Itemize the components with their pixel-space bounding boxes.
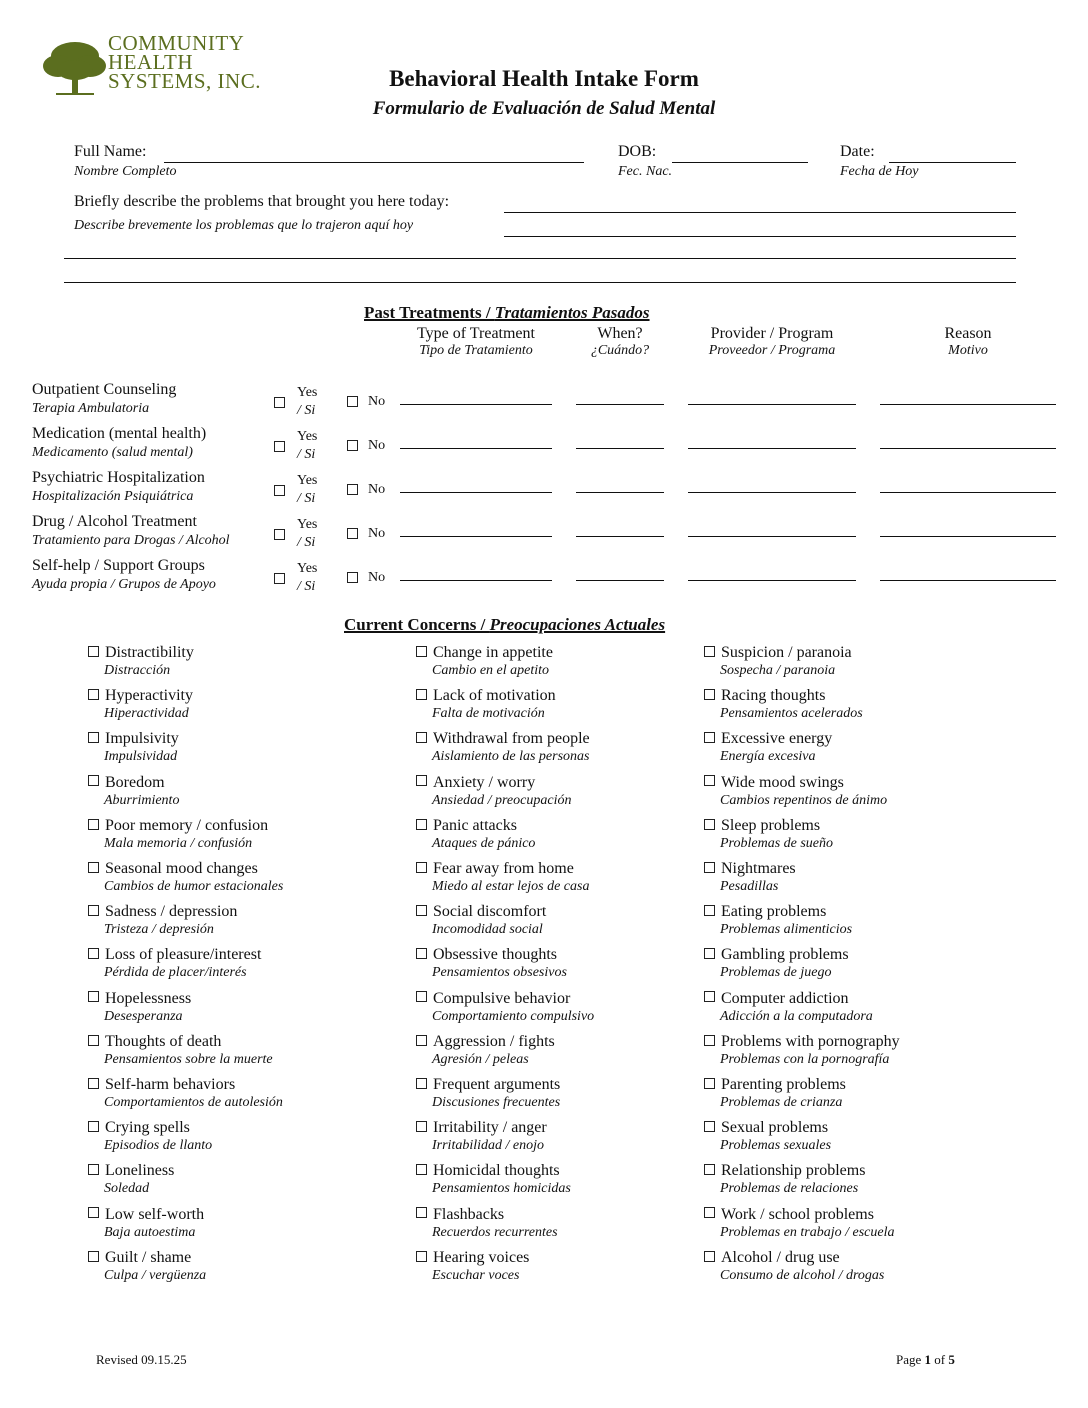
no-checkbox[interactable] <box>347 528 358 539</box>
concern-checkbox[interactable] <box>88 689 99 700</box>
no-checkbox[interactable] <box>347 484 358 495</box>
concern-checkbox[interactable] <box>88 646 99 657</box>
concern-checkbox[interactable] <box>416 991 427 1002</box>
treatment-label: Outpatient Counseling <box>32 381 177 398</box>
concern-item <box>416 1118 547 1155</box>
provider-input[interactable] <box>688 492 856 493</box>
concern-item <box>88 729 179 766</box>
concern-checkbox[interactable] <box>704 948 715 959</box>
reason-input[interactable] <box>880 404 1056 405</box>
concern-checkbox[interactable] <box>88 862 99 873</box>
type-of-treatment-input[interactable] <box>400 448 552 449</box>
concern-sublabel: Recuerdos recurrentes <box>432 1224 558 1240</box>
concern-checkbox[interactable] <box>704 689 715 700</box>
treatment-row-psychiatric-hospitalization: Psychiatric Hospitalization Hospitalización Psiquiátrica Yes / Si No <box>32 468 1072 512</box>
treatment-label: Self-help / Support Groups <box>32 557 205 574</box>
concern-sublabel: Pensamientos sobre la muerte <box>104 1051 273 1067</box>
concern-label: Nightmares <box>721 860 796 877</box>
concern-sublabel: Pensamientos acelerados <box>720 706 863 722</box>
concern-checkbox[interactable] <box>704 862 715 873</box>
concern-sublabel: Problemas en trabajo / escuela <box>720 1224 895 1240</box>
concern-checkbox[interactable] <box>416 948 427 959</box>
concern-sublabel: Episodios de llanto <box>104 1138 213 1154</box>
concern-checkbox[interactable] <box>416 732 427 743</box>
concern-checkbox[interactable] <box>416 775 427 786</box>
col-provider-program: Provider / Program Proveedor / Programa <box>708 325 836 358</box>
concern-sublabel: Distracción <box>104 663 171 678</box>
concern-checkbox[interactable] <box>88 1078 99 1089</box>
concern-checkbox[interactable] <box>88 1164 99 1175</box>
treatment-row-self-help: Self-help / Support Groups Ayuda propia / Grupos de Apoyo Yes / Si No <box>32 556 1072 600</box>
concern-checkbox[interactable] <box>416 1121 427 1132</box>
concern-checkbox[interactable] <box>88 1121 99 1132</box>
concern-item <box>704 989 873 1026</box>
concern-checkbox[interactable] <box>88 948 99 959</box>
concern-checkbox[interactable] <box>88 1251 99 1262</box>
concern-checkbox[interactable] <box>88 1035 99 1046</box>
concern-sublabel: Mala memoria / confusión <box>104 835 253 851</box>
reason-input[interactable] <box>880 536 1056 537</box>
provider-input[interactable] <box>688 448 856 449</box>
concern-item <box>416 1032 555 1069</box>
concern-label: Gambling problems <box>721 946 849 964</box>
concern-checkbox[interactable] <box>704 905 715 916</box>
concern-sublabel: Baja autoestima <box>104 1224 196 1240</box>
concern-label: Hearing voices <box>433 1248 530 1266</box>
concern-checkbox[interactable] <box>704 991 715 1002</box>
treatment-sublabel: Ayuda propia / Grupos de Apoyo <box>32 577 216 592</box>
concern-sublabel: Agresión / peleas <box>432 1051 529 1067</box>
problems-input-line-3[interactable] <box>64 244 1016 259</box>
concern-item <box>88 1248 206 1285</box>
concern-item <box>704 902 852 939</box>
dob-label: DOB: <box>618 143 657 160</box>
concern-checkbox[interactable] <box>704 1078 715 1089</box>
form-subtitle: Formulario de Evaluación de Salud Mental <box>372 98 716 119</box>
concern-label: Problems with pornography <box>721 1032 900 1050</box>
concern-label: Excessive energy <box>721 730 833 748</box>
concern-label: Loss of pleasure/interest <box>105 946 262 964</box>
treatment-label: Medication (mental health) <box>32 425 207 442</box>
concern-sublabel: Adicción a la computadora <box>720 1008 873 1024</box>
concern-item <box>416 859 589 896</box>
treatment-sublabel: Terapia Ambulatoria <box>32 401 150 416</box>
concern-item <box>88 1118 212 1155</box>
concern-item <box>416 1248 529 1285</box>
concern-label: Racing thoughts <box>721 687 826 705</box>
concern-sublabel: Problemas de crianza <box>720 1095 843 1110</box>
concern-label: Sexual problems <box>721 1119 829 1137</box>
concern-item <box>416 729 590 766</box>
concern-item <box>704 859 796 896</box>
type-of-treatment-input[interactable] <box>400 536 552 537</box>
treatment-row-drug-alcohol: Drug / Alcohol Treatment Tratamiento para Drogas / Alcohol Yes / Si No <box>32 512 1072 556</box>
concern-item <box>704 945 849 982</box>
concern-label: Homicidal thoughts <box>433 1162 560 1180</box>
concern-checkbox[interactable] <box>416 689 427 700</box>
full-name-input[interactable] <box>164 148 584 163</box>
concern-sublabel: Tristeza / depresión <box>104 922 214 938</box>
concern-sublabel: Pérdida de placer/interés <box>104 965 247 981</box>
problems-input-line-2[interactable] <box>504 222 1016 237</box>
concern-item <box>416 643 553 680</box>
when-input[interactable] <box>576 580 664 581</box>
concern-checkbox[interactable] <box>704 1207 715 1218</box>
concern-sublabel: Cambio en el apetito <box>432 663 550 678</box>
concern-item <box>416 1161 571 1198</box>
concern-item <box>416 1075 560 1112</box>
concern-sublabel: Sospecha / paranoia <box>720 663 836 678</box>
concern-checkbox[interactable] <box>416 819 427 830</box>
concern-checkbox[interactable] <box>88 1207 99 1218</box>
concern-label: Hopelessness <box>105 989 192 1007</box>
concern-sublabel: Problemas de juego <box>720 965 832 981</box>
concern-label: Guilt / shame <box>105 1248 192 1266</box>
concern-label: Fear away from home <box>433 860 574 877</box>
concern-label: Relationship problems <box>721 1162 866 1180</box>
concern-item <box>88 1032 273 1069</box>
concern-checkbox[interactable] <box>704 1035 715 1046</box>
full-name-sublabel: Nombre Completo <box>74 164 177 179</box>
provider-input[interactable] <box>688 580 856 581</box>
reason-input[interactable] <box>880 492 1056 493</box>
concern-item <box>88 902 237 939</box>
concern-checkbox[interactable] <box>416 646 427 657</box>
when-input[interactable] <box>576 536 664 537</box>
treatment-sublabel: Hospitalización Psiquiátrica <box>32 489 194 504</box>
concern-label: Low self-worth <box>105 1205 205 1223</box>
concern-label: Wide mood swings <box>721 773 844 791</box>
concern-label: Flashbacks <box>433 1205 505 1223</box>
concern-checkbox[interactable] <box>88 905 99 916</box>
concern-checkbox[interactable] <box>416 1207 427 1218</box>
concern-item <box>704 816 833 853</box>
col-type-of-treatment: Type of Treatment Tipo de Tratamiento <box>417 325 535 358</box>
col-when: When? ¿Cuándo? <box>590 325 650 358</box>
concern-item <box>416 902 546 939</box>
concern-sublabel: Incomodidad social <box>432 922 543 938</box>
concern-label: Seasonal mood changes <box>105 860 258 877</box>
concern-checkbox[interactable] <box>88 732 99 743</box>
concern-item <box>88 686 193 723</box>
concern-sublabel: Ansiedad / preocupación <box>432 792 572 808</box>
concern-sublabel: Problemas de sueño <box>720 835 834 851</box>
concern-sublabel: Hiperactividad <box>104 706 189 722</box>
concern-label: Sleep problems <box>721 816 821 834</box>
treatment-row-medication: Medication (mental health) Medicamento (salud mental) Yes / Si No <box>32 424 1072 468</box>
problems-input-line-1[interactable] <box>504 198 1016 213</box>
no-checkbox[interactable] <box>347 440 358 451</box>
yes-checkbox[interactable] <box>274 441 285 452</box>
concern-label: Panic attacks <box>433 816 517 834</box>
logo-text: COMMUNITY HEALTH SYSTEMS, INC. <box>108 31 261 93</box>
concern-checkbox[interactable] <box>704 1251 715 1262</box>
concern-item <box>88 1075 283 1112</box>
treatment-label: Drug / Alcohol Treatment <box>32 513 197 530</box>
concern-checkbox[interactable] <box>704 819 715 830</box>
concern-checkbox[interactable] <box>704 1121 715 1132</box>
concern-sublabel: Ataques de pánico <box>432 835 536 851</box>
concern-item <box>704 1075 846 1112</box>
concern-item <box>704 686 863 723</box>
concern-item <box>416 816 535 853</box>
concern-label: Parenting problems <box>721 1076 846 1093</box>
concern-item <box>88 989 191 1026</box>
concern-sublabel: Problemas de relaciones <box>720 1181 859 1197</box>
concern-sublabel: Problemas alimenticios <box>720 922 853 938</box>
concern-item <box>88 816 268 853</box>
concern-sublabel: Problemas con la pornografía <box>720 1051 890 1067</box>
concern-checkbox[interactable] <box>88 819 99 830</box>
concern-sublabel: Pensamientos homicidas <box>432 1181 571 1197</box>
concern-sublabel: Cambios de humor estacionales <box>104 879 284 894</box>
concern-checkbox[interactable] <box>704 1164 715 1175</box>
concern-label: Self-harm behaviors <box>105 1076 236 1093</box>
concern-label: Distractibility <box>105 644 194 661</box>
when-input[interactable] <box>576 404 664 405</box>
concern-label: Boredom <box>105 773 165 791</box>
dob-input[interactable] <box>672 148 808 163</box>
concern-item <box>704 773 887 810</box>
concern-item <box>416 686 556 723</box>
yes-checkbox[interactable] <box>274 573 285 584</box>
concern-item <box>88 859 283 896</box>
concern-checkbox[interactable] <box>416 1251 427 1262</box>
yes-checkbox[interactable] <box>274 529 285 540</box>
concern-sublabel: Soledad <box>104 1181 150 1197</box>
problems-label: Briefly describe the problems that brought you here today: <box>74 193 450 210</box>
current-concerns-heading: Current Concerns / Preocupaciones Actuales <box>344 615 666 634</box>
concern-item <box>88 1205 204 1242</box>
concern-label: Loneliness <box>105 1162 175 1180</box>
concern-label: Obsessive thoughts <box>433 946 557 964</box>
concern-sublabel: Irritabilidad / enojo <box>432 1138 544 1154</box>
when-input[interactable] <box>576 448 664 449</box>
treatment-sublabel: Tratamiento para Drogas / Alcohol <box>32 533 230 548</box>
concern-sublabel: Desesperanza <box>104 1008 183 1024</box>
concern-checkbox[interactable] <box>416 1035 427 1046</box>
concern-sublabel: Energía excesiva <box>720 749 816 765</box>
problems-input-line-4[interactable] <box>64 268 1016 283</box>
concern-label: Hyperactivity <box>105 687 193 705</box>
concern-checkbox[interactable] <box>88 991 99 1002</box>
concern-sublabel: Consumo de alcohol / drogas <box>720 1267 885 1283</box>
concern-item <box>88 643 194 680</box>
concern-sublabel: Aburrimiento <box>104 792 180 808</box>
concern-sublabel: Falta de motivación <box>432 706 545 722</box>
concern-sublabel: Aislamiento de las personas <box>432 749 590 765</box>
page-indicator: Page 1 of 5 <box>896 1352 955 1367</box>
full-name-label: Full Name: <box>74 143 147 160</box>
concern-item <box>704 1032 900 1069</box>
concern-label: Social discomfort <box>433 903 547 921</box>
date-label: Date: <box>840 143 875 160</box>
concern-item <box>704 729 832 766</box>
concern-item <box>704 643 852 680</box>
dob-sublabel: Fec. Nac. <box>618 164 673 179</box>
concern-checkbox[interactable] <box>416 1078 427 1089</box>
form-title: Behavioral Health Intake Form <box>389 66 699 91</box>
concern-label: Alcohol / drug use <box>721 1248 840 1266</box>
concern-sublabel: Pensamientos obsesivos <box>432 965 567 981</box>
concern-label: Sadness / depression <box>105 903 238 921</box>
concern-item <box>704 1161 865 1198</box>
concern-sublabel: Cambios repentinos de ánimo <box>720 792 888 808</box>
concern-sublabel: Miedo al estar lejos de casa <box>432 879 590 894</box>
concern-label: Thoughts of death <box>105 1032 222 1050</box>
concern-sublabel: Escuchar voces <box>432 1267 520 1283</box>
date-input[interactable] <box>889 148 1016 163</box>
concern-label: Frequent arguments <box>433 1076 561 1093</box>
concern-label: Irritability / anger <box>433 1119 547 1137</box>
concern-item <box>416 1205 558 1242</box>
provider-input[interactable] <box>688 536 856 537</box>
yes-checkbox[interactable] <box>274 397 285 408</box>
provider-input[interactable] <box>688 404 856 405</box>
concern-label: Aggression / fights <box>433 1032 555 1050</box>
concern-sublabel: Pesadillas <box>720 879 779 894</box>
concern-checkbox[interactable] <box>704 775 715 786</box>
concern-item <box>416 773 571 810</box>
concern-sublabel: Culpa / vergüenza <box>104 1267 207 1283</box>
treatment-sublabel: Medicamento (salud mental) <box>32 445 193 460</box>
concern-checkbox[interactable] <box>416 862 427 873</box>
treatment-label: Psychiatric Hospitalization <box>32 469 205 486</box>
concern-sublabel: Problemas sexuales <box>720 1138 832 1154</box>
concern-checkbox[interactable] <box>416 1164 427 1175</box>
when-input[interactable] <box>576 492 664 493</box>
concern-item <box>88 1161 174 1198</box>
concern-item <box>704 1205 894 1242</box>
concern-label: Impulsivity <box>105 730 179 748</box>
type-of-treatment-input[interactable] <box>400 580 552 581</box>
problems-sublabel: Describe brevemente los problemas que lo trajeron aquí hoy <box>74 218 414 233</box>
concern-label: Suspicion / paranoia <box>721 644 852 661</box>
concern-item <box>704 1118 831 1155</box>
concern-item <box>88 945 261 982</box>
concern-label: Crying spells <box>105 1119 190 1137</box>
concern-label: Work / school problems <box>721 1205 874 1223</box>
concern-checkbox[interactable] <box>704 732 715 743</box>
concern-label: Withdrawal from people <box>433 730 590 748</box>
col-reason: Reason Motivo <box>944 325 992 358</box>
concern-label: Compulsive behavior <box>433 989 571 1007</box>
past-treatments-heading: Past Treatments / Tratamientos Pasados <box>364 303 650 322</box>
treatment-row-outpatient-counseling: Outpatient Counseling Terapia Ambulatoria Yes / Si No <box>32 380 1072 424</box>
concern-item <box>704 1248 884 1285</box>
concern-sublabel: Discusiones frecuentes <box>432 1095 561 1110</box>
yes-checkbox[interactable] <box>274 485 285 496</box>
concern-sublabel: Comportamientos de autolesión <box>104 1095 283 1110</box>
concern-label: Eating problems <box>721 903 827 921</box>
concern-checkbox[interactable] <box>88 775 99 786</box>
revised-date: Revised 09.15.25 <box>96 1352 187 1367</box>
concern-sublabel: Comportamiento compulsivo <box>432 1008 595 1024</box>
concern-sublabel: Impulsividad <box>104 749 178 765</box>
concern-label: Lack of motivation <box>433 687 556 705</box>
concern-item <box>88 773 179 810</box>
date-sublabel: Fecha de Hoy <box>840 164 919 179</box>
concern-label: Anxiety / worry <box>433 773 536 791</box>
concern-item <box>416 945 567 982</box>
concern-label: Computer addiction <box>721 989 849 1007</box>
concern-checkbox[interactable] <box>704 646 715 657</box>
concern-checkbox[interactable] <box>416 905 427 916</box>
reason-input[interactable] <box>880 448 1056 449</box>
reason-input[interactable] <box>880 580 1056 581</box>
no-checkbox[interactable] <box>347 572 358 583</box>
concern-label: Poor memory / confusion <box>105 816 269 834</box>
type-of-treatment-input[interactable] <box>400 492 552 493</box>
concern-label: Change in appetite <box>433 644 553 661</box>
concern-item <box>416 989 594 1026</box>
type-of-treatment-input[interactable] <box>400 404 552 405</box>
no-checkbox[interactable] <box>347 396 358 407</box>
